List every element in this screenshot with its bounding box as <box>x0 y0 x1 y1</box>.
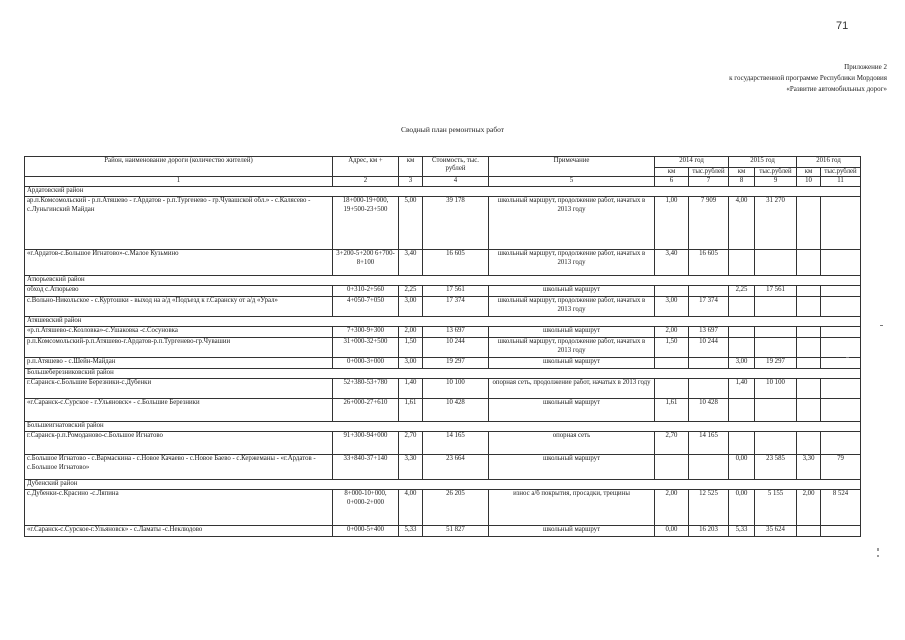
cell-road: «г.Саранск-с.Сурское-г.Ульяновск» - с.Ламаты -с.Неклюдово <box>25 526 333 537</box>
header-km: км <box>399 157 423 177</box>
table-row <box>25 286 861 297</box>
cell-km2015: 4,00 <box>729 197 755 250</box>
cell-rub2016: 8 524 <box>821 490 861 526</box>
cell-km: 1,40 <box>399 379 423 399</box>
district-name: Атяшевский район <box>25 317 333 327</box>
cell-road: ар.п.Комсомольский - р.п.Атяшево - г.Ардатов - р.п.Тургенево - гр.Чувашской обл.» - с.Калясево - с.Луньгинский Майдан <box>25 197 333 250</box>
cell-rub2014: 16 203 <box>689 526 729 537</box>
cell-km2015: 5,33 <box>729 526 755 537</box>
cell-km2014 <box>655 379 689 399</box>
district-row-filler <box>333 317 861 327</box>
cell-road: «г.Ардатов-с.Большое Игнатово»-с.Малое Кузьмино <box>25 250 333 276</box>
column-numbers-row <box>25 177 861 187</box>
cell-km2014: 2,00 <box>655 490 689 526</box>
table-row <box>25 455 861 480</box>
table-body <box>25 187 861 537</box>
cell-km2015: 0,00 <box>729 490 755 526</box>
cell-rub2016 <box>821 379 861 399</box>
table-row <box>25 327 861 338</box>
cell-note: школьный маршрут, продолжение работ, начатых в 2013 году <box>489 338 655 358</box>
header-2014: 2014 год <box>655 157 729 168</box>
cell-rub2015: 17 561 <box>755 286 797 297</box>
cell-road: «г.Саранск-с.Сурское - г.Ульяновск» - с.Большие Березники <box>25 399 333 422</box>
cell-cost: 17 561 <box>423 286 489 297</box>
cell-rub2016 <box>821 297 861 317</box>
cell-rub2014: 10 428 <box>689 399 729 422</box>
cell-km2016 <box>797 297 821 317</box>
cell-road: обход с.Атюрьево <box>25 286 333 297</box>
cell-note: износ а/б покрытия, просадки, трещины <box>489 490 655 526</box>
table-row <box>25 399 861 422</box>
cell-km2015 <box>729 399 755 422</box>
cell-km2016 <box>797 197 821 250</box>
column-number: 6 <box>655 177 689 187</box>
district-row <box>25 480 861 490</box>
cell-km2016 <box>797 286 821 297</box>
cell-road: с.Вольно-Никольское - с.Куртошки - выход на а/д «Подъезд к г.Саранску от а/д «Урал» <box>25 297 333 317</box>
cell-km2016: 2,00 <box>797 490 821 526</box>
cell-km2014: 1,50 <box>655 338 689 358</box>
cell-km2014: 2,70 <box>655 432 689 455</box>
column-number: 8 <box>729 177 755 187</box>
cell-address: 33+840-37+140 <box>333 455 399 480</box>
cell-km2014 <box>655 286 689 297</box>
cell-address: 0+000-5+400 <box>333 526 399 537</box>
cell-rub2014: 7 909 <box>689 197 729 250</box>
header-2015-rub: тыс.рублей <box>755 168 797 177</box>
cell-rub2014: 12 525 <box>689 490 729 526</box>
cell-road: р.п.Атяшево - с.Шейн-Майдан <box>25 358 333 369</box>
district-row <box>25 187 861 197</box>
cell-note: школьный маршрут, продолжение работ, начатых в 2013 году <box>489 297 655 317</box>
cell-km2016: 3,30 <box>797 455 821 480</box>
cell-address: 3+200-5+200 6+700-8+100 <box>333 250 399 276</box>
cell-cost: 10 428 <box>423 399 489 422</box>
cell-km2014: 3,00 <box>655 297 689 317</box>
cell-cost: 13 697 <box>423 327 489 338</box>
cell-rub2016 <box>821 197 861 250</box>
cell-road: р.п.Комсомольский-р.п.Атяшево-г.Ардатов-р.п.Тургенево-гр.Чувашии <box>25 338 333 358</box>
cell-rub2014: 14 165 <box>689 432 729 455</box>
cell-rub2016: 79 <box>821 455 861 480</box>
district-name: Большеигнатовский район <box>25 422 333 432</box>
district-row-filler <box>333 187 861 197</box>
header-2016-km: км <box>797 168 821 177</box>
column-number: 3 <box>399 177 423 187</box>
page-number: 71 <box>836 20 849 32</box>
appendix-note <box>567 62 887 95</box>
cell-address: 52+380-53+780 <box>333 379 399 399</box>
cell-rub2015: 35 624 <box>755 526 797 537</box>
cell-rub2015 <box>755 399 797 422</box>
header-address: Адрес, км + <box>333 157 399 177</box>
cell-rub2015: 31 270 <box>755 197 797 250</box>
cell-rub2016 <box>821 526 861 537</box>
column-number: 2 <box>333 177 399 187</box>
cell-address: 7+300-9+300 <box>333 327 399 338</box>
cell-rub2014 <box>689 455 729 480</box>
cell-cost: 17 374 <box>423 297 489 317</box>
cell-rub2016 <box>821 399 861 422</box>
cell-km2014: 2,00 <box>655 327 689 338</box>
cell-address: 0+310-2+560 <box>333 286 399 297</box>
cell-rub2016 <box>821 327 861 338</box>
district-name: Атюрьевский район <box>25 276 333 286</box>
cell-rub2014: 13 697 <box>689 327 729 338</box>
district-name: Ардатовский район <box>25 187 333 197</box>
table-row <box>25 197 861 250</box>
cell-rub2014 <box>689 286 729 297</box>
cell-rub2014: 17 374 <box>689 297 729 317</box>
cell-address: 26+000-27+610 <box>333 399 399 422</box>
cell-km2015 <box>729 297 755 317</box>
cell-rub2014 <box>689 379 729 399</box>
column-number: 4 <box>423 177 489 187</box>
cell-cost: 19 297 <box>423 358 489 369</box>
district-row-filler <box>333 480 861 490</box>
appendix-line-2: к государственной программе Республики Мордовия <box>729 74 887 82</box>
cell-note: школьный маршрут, продолжение работ, начатых в 2013 году <box>489 197 655 250</box>
column-number: 1 <box>25 177 333 187</box>
cell-address: 4+050-7+050 <box>333 297 399 317</box>
cell-km: 3,00 <box>399 297 423 317</box>
cell-km2015: 2,25 <box>729 286 755 297</box>
district-name: Дубенский район <box>25 480 333 490</box>
cell-km2016 <box>797 526 821 537</box>
cell-rub2015: 5 155 <box>755 490 797 526</box>
district-row-filler <box>333 422 861 432</box>
cell-km: 2,70 <box>399 432 423 455</box>
cell-note: школьный маршрут, продолжение работ, начатых в 2013 году <box>489 250 655 276</box>
cell-km2016 <box>797 432 821 455</box>
cell-km2016 <box>797 250 821 276</box>
cell-rub2015: 23 585 <box>755 455 797 480</box>
cell-km2016 <box>797 358 821 369</box>
cell-rub2015 <box>755 250 797 276</box>
table-row <box>25 250 861 276</box>
cell-km2014: 1,61 <box>655 399 689 422</box>
cell-note: школьный маршрут <box>489 399 655 422</box>
district-row <box>25 369 861 379</box>
cell-km: 3,40 <box>399 250 423 276</box>
cell-cost: 51 827 <box>423 526 489 537</box>
document-title: Сводный план ремонтных работ <box>400 125 505 134</box>
district-row-filler <box>333 276 861 286</box>
cell-km2014 <box>655 358 689 369</box>
cell-km: 1,50 <box>399 338 423 358</box>
cell-km: 3,30 <box>399 455 423 480</box>
cell-km2016 <box>797 327 821 338</box>
cell-note: опорная сеть <box>489 432 655 455</box>
table-row <box>25 432 861 455</box>
district-row-filler <box>333 369 861 379</box>
cell-rub2014: 16 605 <box>689 250 729 276</box>
cell-address: 8+000-10+000, 0+000-2+000 <box>333 490 399 526</box>
cell-km: 4,00 <box>399 490 423 526</box>
cell-rub2016 <box>821 250 861 276</box>
header-2016: 2016 год <box>797 157 861 168</box>
cell-km2014: 3,40 <box>655 250 689 276</box>
cell-cost: 10 244 <box>423 338 489 358</box>
cell-road: «р.п.Атяшево-с.Козловка»-с.Ушаковка -с.Сосуновка <box>25 327 333 338</box>
scan-speck <box>846 357 849 358</box>
cell-km2014: 1,00 <box>655 197 689 250</box>
table-row <box>25 490 861 526</box>
cell-km2016 <box>797 399 821 422</box>
cell-address: 91+300-94+000 <box>333 432 399 455</box>
cell-note: школьный маршрут <box>489 327 655 338</box>
header-2016-rub: тыс.рублей <box>821 168 861 177</box>
table-row <box>25 338 861 358</box>
scan-speck <box>877 548 879 551</box>
cell-rub2014: 10 244 <box>689 338 729 358</box>
cell-cost: 16 605 <box>423 250 489 276</box>
cell-cost: 26 205 <box>423 490 489 526</box>
cell-rub2016 <box>821 338 861 358</box>
cell-rub2015: 19 297 <box>755 358 797 369</box>
cell-km2016 <box>797 338 821 358</box>
cell-rub2015 <box>755 432 797 455</box>
cell-km2015: 0,00 <box>729 455 755 480</box>
district-row <box>25 276 861 286</box>
header-cost: Стоимость, тыс. рублей <box>423 157 489 177</box>
column-number: 7 <box>689 177 729 187</box>
cell-note: школьный маршрут <box>489 526 655 537</box>
repair-plan-table <box>24 156 861 537</box>
header-2014-rub: тыс.рублей <box>689 168 729 177</box>
cell-rub2016 <box>821 432 861 455</box>
cell-cost: 10 100 <box>423 379 489 399</box>
cell-km2015 <box>729 250 755 276</box>
cell-road: с.Дубенки-с.Красино -с.Ляпина <box>25 490 333 526</box>
scan-speck <box>880 325 883 326</box>
cell-rub2016 <box>821 358 861 369</box>
table-row <box>25 358 861 369</box>
cell-rub2015: 10 100 <box>755 379 797 399</box>
header-2014-km: км <box>655 168 689 177</box>
column-number: 10 <box>797 177 821 187</box>
appendix-line-3: «Развитие автомобильных дорог» <box>786 85 887 93</box>
table-row <box>25 379 861 399</box>
table-row <box>25 297 861 317</box>
cell-cost: 23 664 <box>423 455 489 480</box>
cell-road: г.Саранск-с.Большие Березники-с.Дубенки <box>25 379 333 399</box>
cell-note: школьный маршрут <box>489 455 655 480</box>
cell-km: 1,61 <box>399 399 423 422</box>
cell-cost: 14 165 <box>423 432 489 455</box>
cell-km: 2,25 <box>399 286 423 297</box>
cell-rub2015 <box>755 327 797 338</box>
cell-cost: 39 178 <box>423 197 489 250</box>
column-number: 5 <box>489 177 655 187</box>
cell-note: школьный маршрут <box>489 286 655 297</box>
header-2015: 2015 год <box>729 157 797 168</box>
cell-rub2015 <box>755 338 797 358</box>
scan-speck <box>877 555 879 557</box>
cell-km2015 <box>729 338 755 358</box>
header-2015-km: км <box>729 168 755 177</box>
table-row <box>25 526 861 537</box>
cell-km: 5,33 <box>399 526 423 537</box>
cell-km2016 <box>797 379 821 399</box>
cell-rub2014 <box>689 358 729 369</box>
cell-km2014 <box>655 455 689 480</box>
cell-km2015 <box>729 327 755 338</box>
district-row <box>25 317 861 327</box>
cell-note: школьный маршрут <box>489 358 655 369</box>
cell-km: 5,00 <box>399 197 423 250</box>
appendix-line-1: Приложение 2 <box>844 63 887 71</box>
cell-rub2015 <box>755 297 797 317</box>
cell-km: 2,00 <box>399 327 423 338</box>
cell-km: 3,00 <box>399 358 423 369</box>
header-note: Примечание <box>489 157 655 177</box>
cell-rub2016 <box>821 286 861 297</box>
cell-road: г.Саранск-р.п.Ромоданово-с.Большое Игнатово <box>25 432 333 455</box>
column-number: 9 <box>755 177 797 187</box>
cell-road: с.Большое Игнатово - с.Вармаскина - с.Новое Качаево - с.Новое Баево - с.Кержеманы - «г.Ардатов - с.Большое Игнатово» <box>25 455 333 480</box>
district-name: Большеберезниковский район <box>25 369 333 379</box>
district-row <box>25 422 861 432</box>
column-number: 11 <box>821 177 861 187</box>
cell-km2015: 1,40 <box>729 379 755 399</box>
cell-address: 31+000-32+500 <box>333 338 399 358</box>
cell-km2015: 3,00 <box>729 358 755 369</box>
cell-address: 18+000-19+000, 19+500-23+500 <box>333 197 399 250</box>
cell-address: 0+000-3+000 <box>333 358 399 369</box>
cell-km2014: 0,00 <box>655 526 689 537</box>
cell-km2015 <box>729 432 755 455</box>
header-road: Район, наименование дороги (количество жителей) <box>25 157 333 177</box>
cell-note: опорная сеть, продолжение работ, начатых в 2013 году <box>489 379 655 399</box>
